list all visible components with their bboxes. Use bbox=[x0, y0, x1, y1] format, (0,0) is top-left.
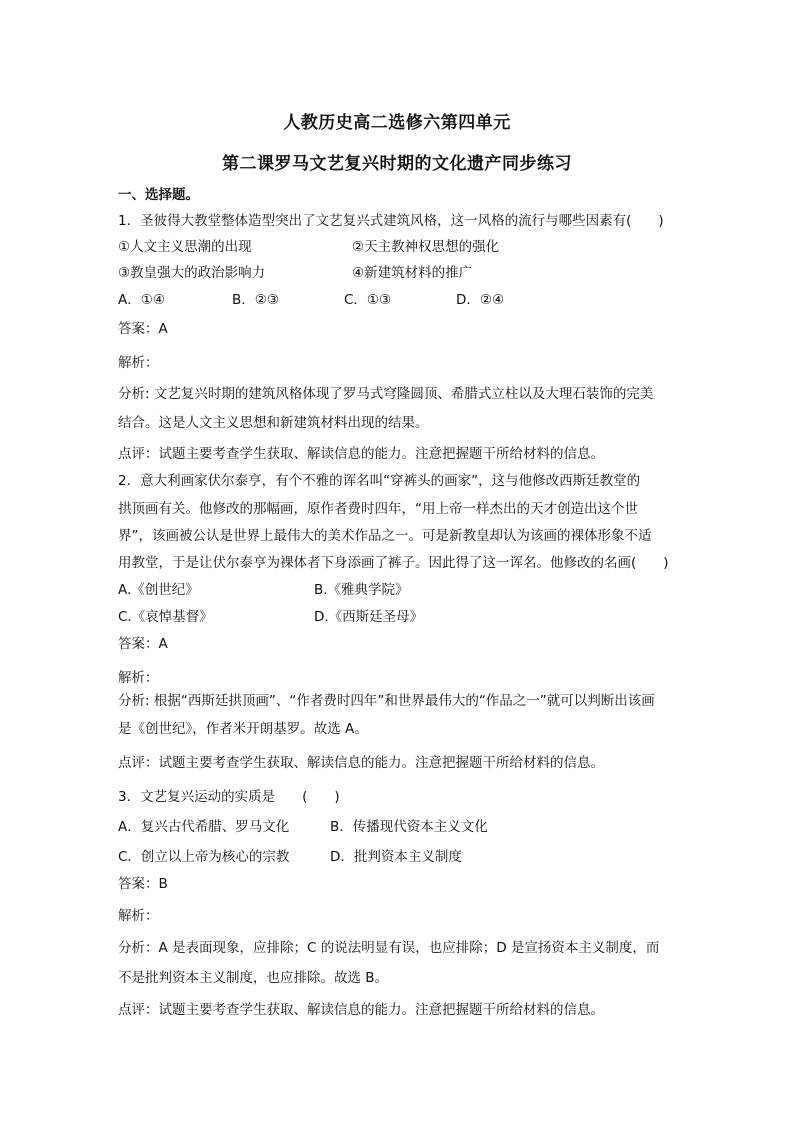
q2-jiexi: 解析： bbox=[118, 670, 159, 686]
q3-option-b: B．传播现代资本主义文化 bbox=[330, 819, 488, 835]
q3-option-d: D．批判资本主义制度 bbox=[330, 849, 462, 865]
q2-analysis-line2: 是《创世纪》，作者米开朗基罗。故选 A。 bbox=[118, 721, 368, 737]
q1-stem: 1．圣彼得大教堂整体造型突出了文艺复兴式建筑风格，这一风格的流行与哪些因素有( ) bbox=[118, 213, 664, 229]
q3-comment: 点评：试题主要考查学生获取、解读信息的能力。注意把握题干所给材料的信息。 bbox=[118, 1002, 604, 1018]
q2-stem-line2: 拱顶画有关。他修改的那幅画，原作者费时四年，“用上帝一样杰出的天才创造出这个世 bbox=[118, 501, 638, 517]
q1-item-3: ③教皇强大的政治影响力 bbox=[118, 265, 266, 281]
q1-analysis-line2: 结合。这是人文主义思想和新建筑材料出现的结果。 bbox=[118, 415, 429, 431]
q3-analysis-line2: 不是批判资本主义制度，也应排除。故选 B。 bbox=[118, 970, 389, 986]
q2-option-d: D.《西斯廷圣母》 bbox=[314, 609, 424, 625]
q2-analysis-line1: 分析: 根据“西斯廷拱顶画”、“作者费时四年”和世界最伟大的“作品之一”就可以判断出该画 bbox=[118, 693, 655, 709]
document-subtitle: 第二课罗马文艺复兴时期的文化遗产同步练习 bbox=[222, 154, 572, 174]
q1-item-1: ①人文主义思潮的出现 bbox=[118, 239, 252, 255]
q1-option-c: C．①③ bbox=[344, 292, 392, 308]
document-title: 人教历史高二选修六第四单元 bbox=[283, 113, 511, 133]
q1-jiexi: 解析： bbox=[118, 355, 159, 371]
q1-option-b: B．②③ bbox=[232, 292, 279, 308]
q1-analysis-line1: 分析: 文艺复兴时期的建筑风格体现了罗马式穹隆圆顶、希腊式立柱以及大理石装饰的完美 bbox=[118, 386, 654, 402]
q2-stem-line1: 2．意大利画家伏尔泰亨，有个不雅的诨名叫“穿裤头的画家”，这与他修改西斯廷教堂的 bbox=[118, 473, 641, 489]
q1-option-d: D．②④ bbox=[456, 292, 505, 308]
q1-item-2: ②天主教神权思想的强化 bbox=[352, 239, 500, 255]
q2-option-c: C.《哀悼基督》 bbox=[118, 609, 213, 625]
section-heading: 一、选择题。 bbox=[118, 187, 199, 203]
q1-answer: 答案：A bbox=[118, 321, 168, 337]
q2-option-b: B.《雅典学院》 bbox=[314, 582, 409, 598]
q3-option-c: C．创立以上帝为核心的宗教 bbox=[118, 849, 290, 865]
q3-answer: 答案：B bbox=[118, 876, 168, 892]
q2-stem-line3: 界”，该画被公认是世界上最伟大的美术作品之一。可是新教皇却认为该画的裸体形象不适 bbox=[118, 528, 652, 544]
q2-option-a: A.《创世纪》 bbox=[118, 582, 199, 598]
q3-stem: 3．文艺复兴运动的实质是 ( ) bbox=[118, 789, 340, 805]
q3-jiexi: 解析： bbox=[118, 908, 159, 924]
q2-answer: 答案：A bbox=[118, 636, 168, 652]
q3-option-a: A．复兴古代希腊、罗马文化 bbox=[118, 819, 290, 835]
q1-item-4: ④新建筑材料的推广 bbox=[352, 265, 473, 281]
q3-analysis-line1: 分析：A 是表面现象，应排除；C 的说法明显有误，也应排除；D 是宣扬资本主义制度，而 bbox=[118, 940, 660, 956]
q1-comment: 点评：试题主要考查学生获取、解读信息的能力。注意把握题干所给材料的信息。 bbox=[118, 446, 604, 462]
q2-stem-line4: 用教堂，于是让伏尔泰亨为裸体者下身添画了裤子。因此得了这一诨名。他修改的名画( ) bbox=[118, 555, 669, 571]
q1-option-a: A．①④ bbox=[118, 292, 165, 308]
q2-comment: 点评：试题主要考查学生获取、解读信息的能力。注意把握题干所给材料的信息。 bbox=[118, 755, 604, 771]
